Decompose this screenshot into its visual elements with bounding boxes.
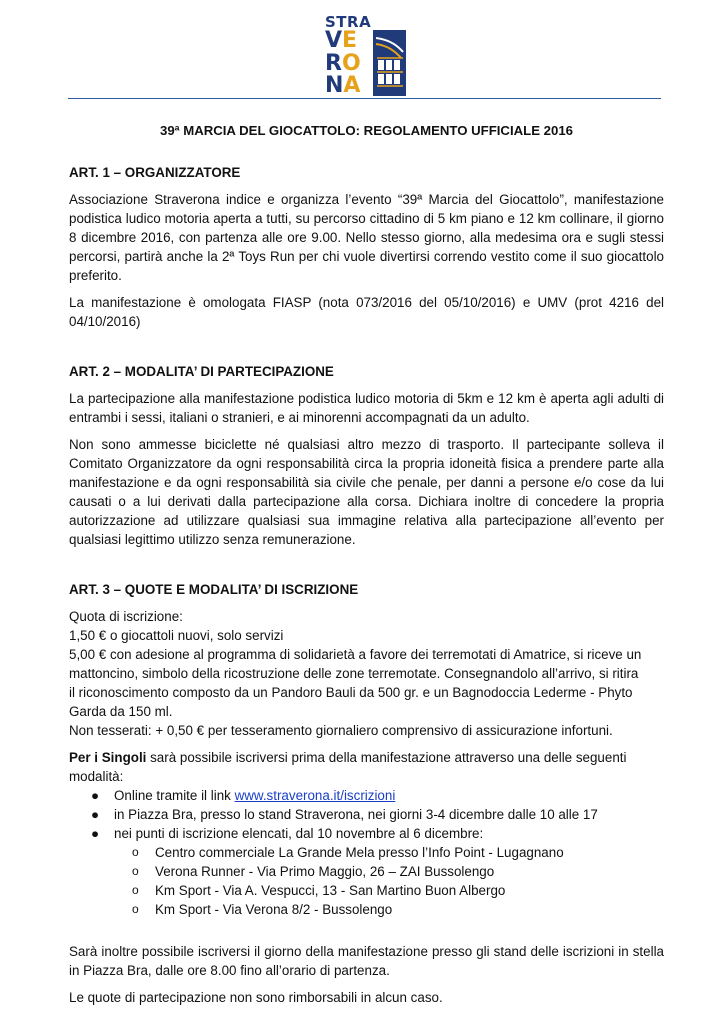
art1-paragraph-2: La manifestazione è omologata FIASP (nota 073/2016 del 05/10/2016) e UMV (prot 4216 del 04/10/2016)	[69, 295, 664, 329]
art2-heading: ART. 2 – MODALITA’ DI PARTECIPAZIONE	[69, 364, 334, 379]
logo-line-2: VE	[325, 28, 358, 53]
logo-line-1: STRA	[325, 13, 372, 31]
stand-paragraph: Sarà inoltre possibile iscriversi il giorno della manifestazione presso gli stand delle iscrizioni in stella in Piazza Bra, dalle ore 8.00 fino all’orario di partenza.	[69, 944, 664, 978]
circle-bullet-icon: o	[132, 864, 139, 878]
art1-heading: ART. 1 – ORGANIZZATORE	[69, 165, 241, 180]
list-item: ● nei punti di iscrizione elencati, dal 10 novembre al 6 dicembre:	[91, 826, 484, 841]
list-item: ● in Piazza Bra, presso lo stand Straverona, nei giorni 3-4 dicembre dalle 10 alle 17	[91, 807, 598, 822]
art3-heading: ART. 3 – QUOTE E MODALITA’ DI ISCRIZIONE	[69, 582, 359, 597]
fee-line: Garda da 150 ml.	[69, 704, 173, 719]
header-divider	[68, 98, 661, 99]
logo-line-3: RO	[325, 51, 361, 76]
list-item: o Km Sport - Via Verona 8/2 - Bussolengo	[132, 902, 393, 917]
logo-line-4: NA	[325, 73, 361, 98]
registration-link[interactable]: www.straverona.it/iscrizioni	[234, 788, 396, 803]
fee-line: 5,00 € con adesione al programma di solidarietà a favore dei terremotati di Amatrice, si riceve un	[69, 647, 642, 662]
list-item: o Km Sport - Via A. Vespucci, 13 - San Martino Buon Albergo	[132, 883, 506, 898]
page-title: 39ª MARCIA DEL GIOCATTOLO: REGOLAMENTO UFFICIALE 2016	[160, 123, 573, 138]
circle-bullet-icon: o	[132, 845, 139, 859]
fee-line: il riconoscimento composto da un Pandoro Bauli da 500 gr. e un Bagnodoccia Lederme - Phyto	[69, 685, 633, 700]
fee-line: Quota di iscrizione:	[69, 609, 183, 624]
fee-line: mattoncino, simbolo della ricostruzione delle zone terremotate. Consegnandolo all’arrivo, si ritira	[69, 666, 639, 681]
registration-points	[69, 843, 664, 919]
singoli-intro: Per i Singoli sarà possibile iscriversi prima della manifestazione attraverso una delle seguenti modalità:	[69, 750, 627, 784]
circle-bullet-icon: o	[132, 902, 139, 916]
list-item: ● Online tramite il link www.straverona.it/iscrizioni	[91, 788, 396, 803]
bullet-icon: ●	[91, 807, 100, 822]
circle-bullet-icon: o	[132, 883, 139, 897]
bullet-icon: ●	[91, 826, 100, 841]
bullet-icon: ●	[91, 788, 100, 803]
fee-line: Non tesserati: + 0,50 € per tesseramento giornaliero comprensivo di assicurazione infortuni.	[69, 723, 613, 738]
list-item: o Centro commerciale La Grande Mela presso l’Info Point - Lugagnano	[132, 845, 564, 860]
arena-logo-icon	[373, 30, 406, 96]
list-item: o Verona Runner - Via Primo Maggio, 26 – ZAI Bussolengo	[132, 864, 495, 879]
refund-paragraph: Le quote di partecipazione non sono rimborsabili in alcun caso.	[69, 990, 443, 1005]
fee-line: 1,50 € o giocattoli nuovi, solo servizi	[69, 628, 284, 643]
fee-list	[69, 607, 664, 740]
registration-methods	[69, 786, 664, 843]
art2-paragraph-1: La partecipazione alla manifestazione podistica ludico motoria di 5km e 12 km è aperta agli adulti di entrambi i sessi, italiani o stranieri, e ai minorenni accompagnati da un adulto.	[69, 391, 664, 425]
straverona-logo	[323, 13, 409, 97]
art2-paragraph-2: Non sono ammesse biciclette né qualsiasi altro mezzo di trasporto. Il partecipante solleva il Comitato Organizzatore da ogni responsabilità circa la propria idoneità fisica a prendere parte alla manifestazione e da ogni responsabilità sia civile che penale, per danni a persone e/o cose da lui causati o a lui derivati dalla partecipazione alla corsa. Dichiara inoltre di concedere la propria autorizzazione ad utilizzare qualsiasi sua immagine relativa alla partecipazione all’evento per qualsiasi legittimo utilizzo senza remunerazione.	[69, 437, 664, 547]
singoli-bold: Per i Singoli	[69, 750, 147, 765]
art1-paragraph-1: Associazione Straverona indice e organizza l’evento “39ª Marcia del Giocattolo”, manifestazione podistica ludico motoria aperta a tutti, su percorso cittadino di 5 km piano e 12 km collinare, il giorno 8 dicembre 2016, con partenza alle ore 9.00. Nello stesso giorno, alla medesima ora e sugli stessi percorsi, partirà anche la 2ª Toys Run per chi vuole divertirsi correndo vestito come il suo giocattolo preferito.	[69, 192, 664, 283]
document-body	[69, 121, 664, 1015]
